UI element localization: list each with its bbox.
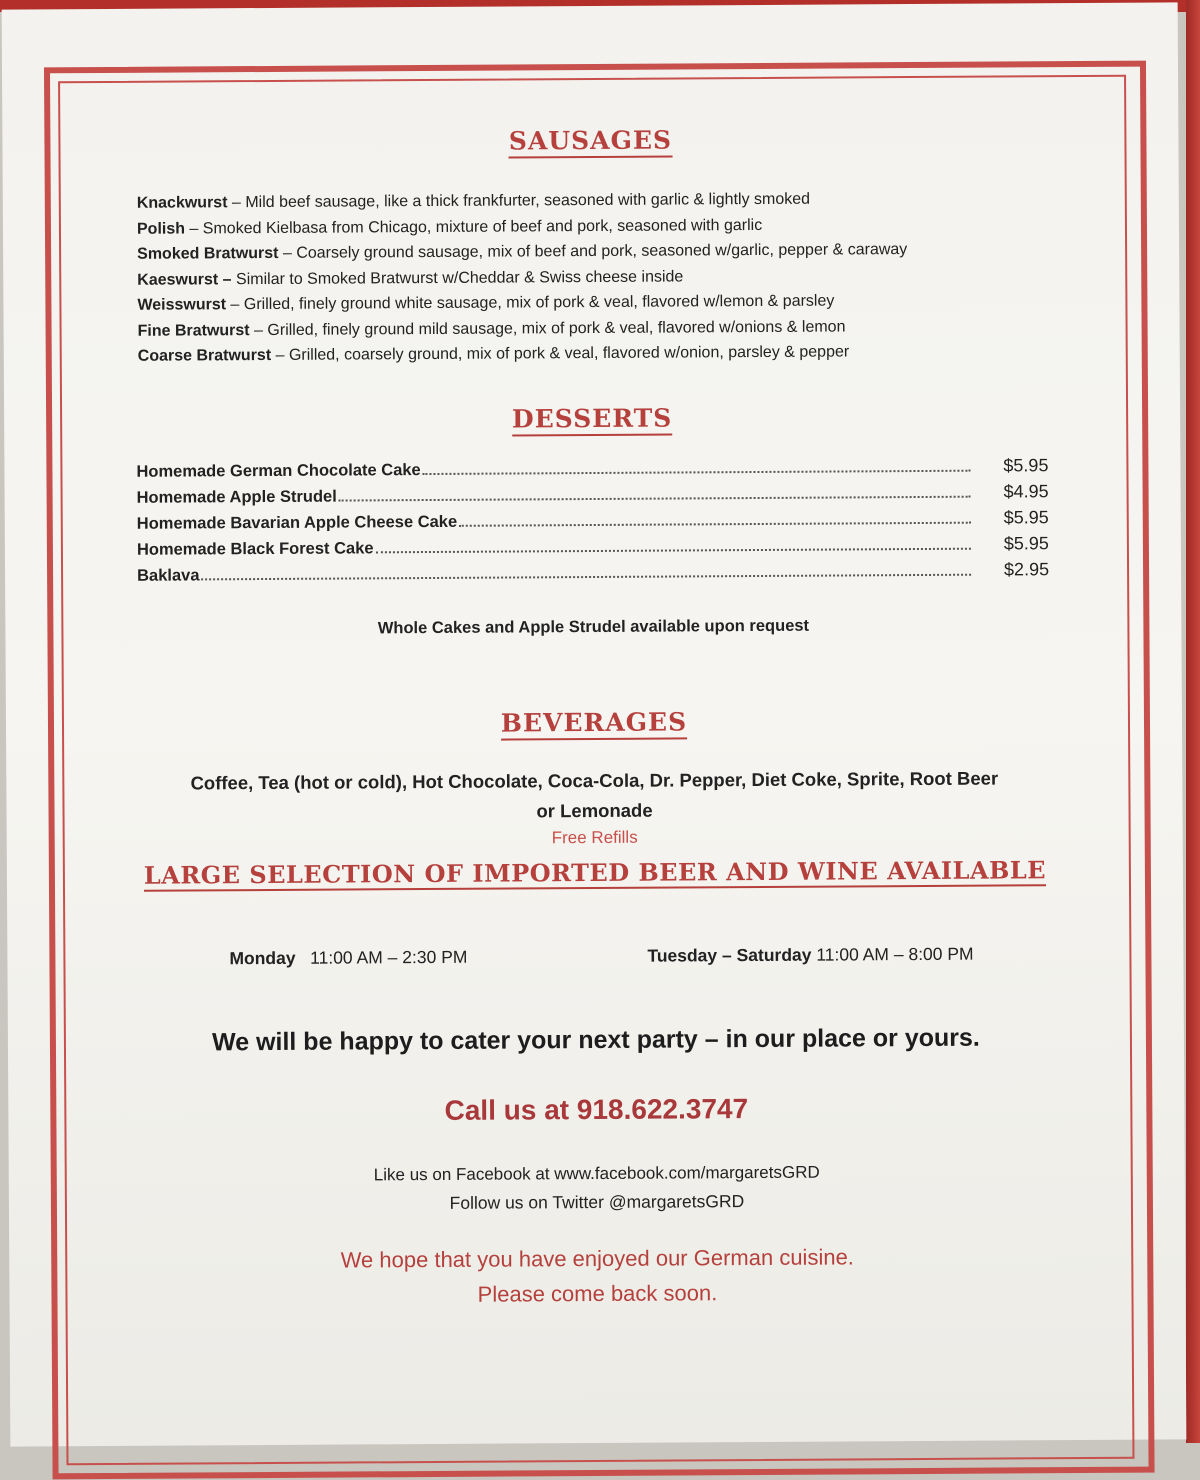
hours-tuesday-saturday [647, 944, 973, 967]
list-item: Polish – Smoked Kielbasa from Chicago, mixture of beef and pork, seasoned with garlic [136, 216, 763, 238]
time-range: 11:00 AM – 2:30 PM [310, 946, 468, 968]
dessert-price: $4.95 [1003, 481, 1049, 502]
sausage-description: Similar to Smoked Bratwurst w/Cheddar & Swiss cheese inside [235, 267, 684, 288]
leader-dots [339, 496, 971, 502]
dessert-price: $5.95 [1003, 455, 1049, 476]
dessert-list [136, 455, 1049, 591]
sausage-list [137, 185, 1038, 369]
free-refills: Free Refills [551, 827, 638, 848]
dessert-note: Whole Cakes and Apple Strudel available upon request [377, 616, 810, 638]
day-label: Monday [229, 947, 296, 969]
leader-dots [459, 522, 971, 527]
leader-dots [376, 548, 971, 554]
hours-monday [229, 947, 467, 969]
thank-you-line-2: Please come back soon. [477, 1280, 718, 1307]
sausage-description: Grilled, finely ground mild sausage, mix of pork & veal, flavored w/onions & lemon [267, 317, 846, 339]
list-item: Kaeswurst – Similar to Smoked Bratwurst w/Cheddar & Swiss cheese inside [137, 267, 684, 289]
day-label: Tuesday – Saturday [647, 944, 812, 966]
sausage-name: Knackwurst [136, 194, 228, 212]
dessert-name: Homemade Apple Strudel [136, 487, 337, 507]
dessert-name: Homemade German Chocolate Cake [136, 461, 421, 481]
dessert-price: $2.95 [1003, 559, 1050, 580]
sausage-description: Smoked Kielbasa from Chicago, mixture of beef and pork, seasoned with garlic [202, 216, 763, 237]
sausage-description: Mild beef sausage, like a thick frankfurter, seasoned with garlic & lightly smoked [245, 190, 811, 212]
twitter-line: Follow us on Twitter @margaretsGRD [449, 1191, 745, 1213]
binder-edge-right [1186, 0, 1200, 1443]
dessert-price: $5.95 [1003, 507, 1049, 528]
list-item [137, 559, 1049, 591]
facebook-line: Like us on Facebook at www.facebook.com/margaretsGRD [373, 1162, 820, 1185]
sausage-name: Fine Bratwurst [137, 321, 250, 340]
leader-dots [423, 470, 971, 475]
desserts-heading: DESSERTS [4, 400, 1180, 436]
catering-message: We will be happy to cater your next party – in our place or yours. [211, 1023, 980, 1057]
sausage-description: Grilled, coarsely ground, mix of pork & veal, flavored w/onion, parsley & pepper [288, 343, 850, 364]
list-item: Smoked Bratwurst – Coarsely ground sausage, mix of beef and pork, seasoned w/garlic, pepper & caraway [137, 241, 908, 263]
sausage-name: Kaeswurst [137, 270, 219, 289]
list-item: Knackwurst – Mild beef sausage, like a thick frankfurter, seasoned with garlic & lightly smoked [136, 190, 811, 212]
sausage-name: Smoked Bratwurst [137, 244, 279, 263]
sausage-description: Grilled, finely ground white sausage, mix of pork & veal, flavored w/lemon & parsley [243, 292, 835, 314]
sausage-description: Coarsely ground sausage, mix of beef and pork, seasoned w/garlic, pepper & caraway [296, 241, 908, 262]
dessert-price: $5.95 [1003, 533, 1049, 554]
beer-wine-banner: LARGE SELECTION OF IMPORTED BEER AND WINE AVAILABLE [143, 855, 1047, 890]
thank-you-line-1: We hope that you have enjoyed our German cuisine. [340, 1244, 854, 1273]
sausage-name: Weisswurst [137, 296, 227, 314]
beverage-list: Coffee, Tea (hot or cold), Hot Chocolate, Coca-Cola, Dr. Pepper, Diet Coke, Sprite, Root Beer [190, 767, 999, 794]
menu-page [2, 2, 1187, 1446]
phone-number: Call us at 918.622.3747 [444, 1093, 749, 1126]
time-range: 11:00 AM – 8:00 PM [816, 943, 974, 965]
sausage-name: Polish [136, 219, 186, 238]
list-item: Weisswurst – Grilled, finely ground white sausage, mix of pork & veal, flavored w/lemon & parsley [137, 292, 835, 314]
list-item: Fine Bratwurst – Grilled, finely ground mild sausage, mix of pork & veal, flavored w/onions & lemon [137, 317, 846, 340]
dessert-name: Baklava [137, 566, 200, 585]
dessert-name: Homemade Black Forest Cake [136, 539, 374, 559]
sausages-heading: SAUSAGES [2, 122, 1178, 158]
beverage-list-continued: or Lemonade [536, 799, 653, 822]
sausage-name: Coarse Bratwurst [137, 346, 272, 365]
beverages-heading: BEVERAGES [6, 704, 1182, 740]
leader-dots [201, 574, 971, 581]
list-item: Coarse Bratwurst – Grilled, coarsely ground, mix of pork & veal, flavored w/onion, parsley & pepper [137, 343, 850, 365]
dessert-name: Homemade Bavarian Apple Cheese Cake [136, 512, 458, 533]
